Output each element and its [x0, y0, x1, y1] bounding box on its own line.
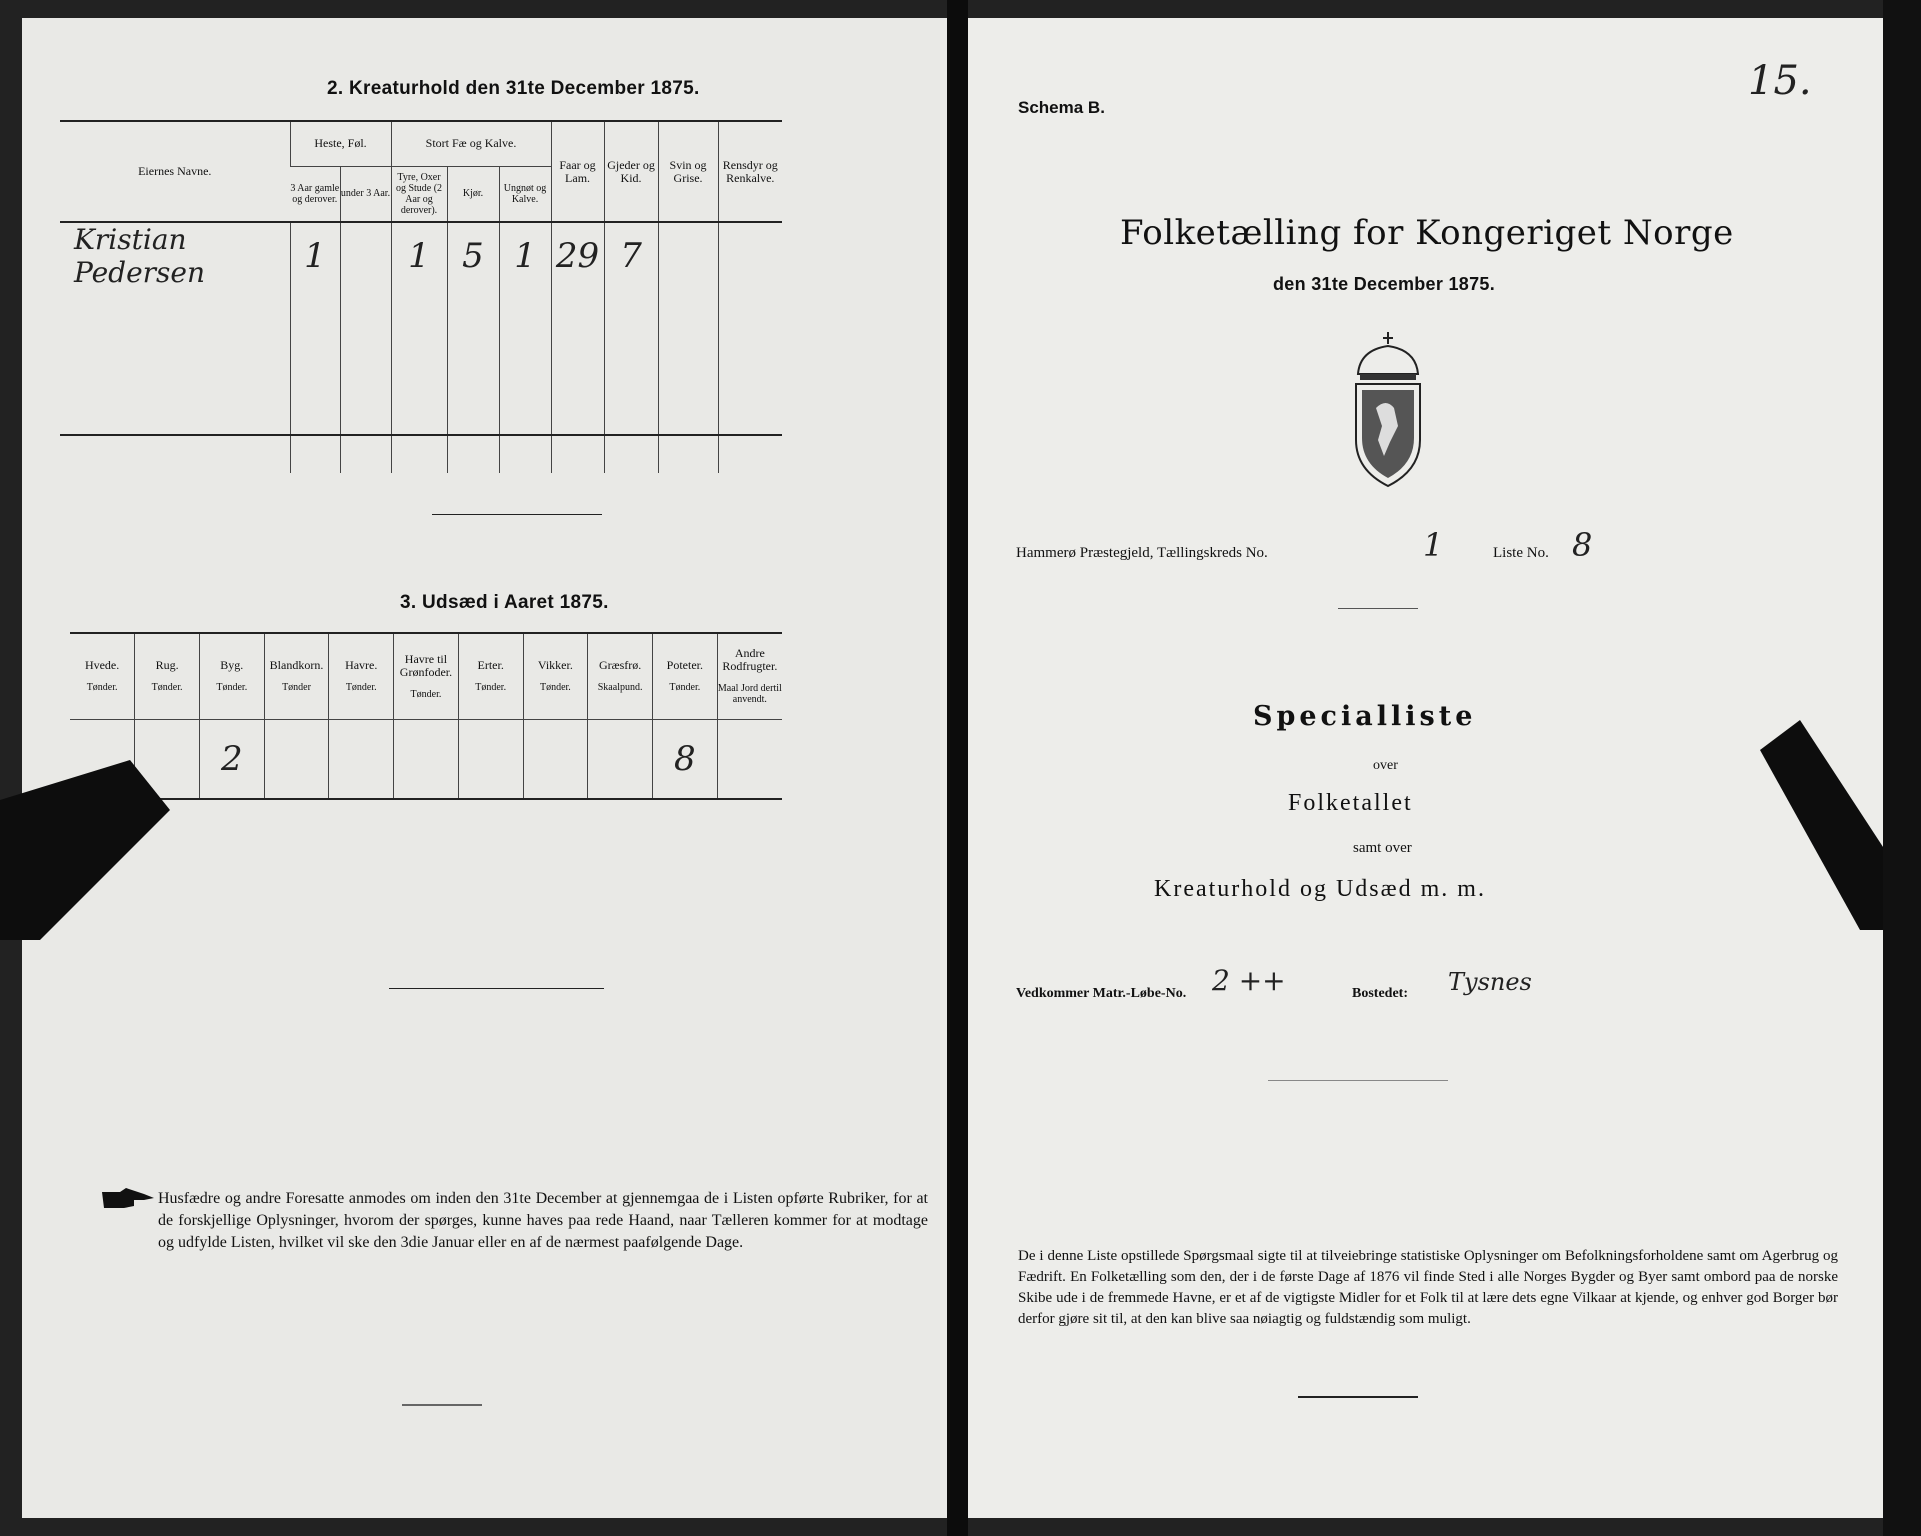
- svin-cell: [658, 222, 718, 289]
- udsaed-value-cell: [717, 719, 782, 798]
- liste-number: 8: [1572, 526, 1593, 564]
- udsaed-col-name: Havre til Grønfoder.: [399, 651, 453, 679]
- pointing-hand-icon: [100, 1186, 156, 1214]
- gjeder-cell: 7: [604, 222, 658, 289]
- udsaed-col-unit: Tønder.: [475, 682, 507, 694]
- col-storfe-c-header: Ungnøt og Kalve.: [499, 166, 551, 222]
- matr-label: Vedkommer Matr.-Løbe-No.: [1016, 986, 1187, 1001]
- footer-mark: [402, 1404, 482, 1406]
- owner-name-cell: Kristian Pedersen: [74, 223, 206, 289]
- district-number: 1: [1423, 526, 1444, 564]
- col-storfe-a-header: Tyre, Oxer og Stude (2 Aar og derover).: [391, 166, 447, 222]
- udsaed-col-header: [458, 634, 523, 719]
- heste-a-cell: 1: [290, 222, 340, 289]
- udsaed-col-header: [199, 634, 264, 719]
- udsaed-col-unit: Tønder.: [539, 682, 571, 694]
- udsaed-col-unit: Tønder.: [86, 682, 118, 694]
- book-gutter: [947, 0, 968, 1536]
- table-row: [70, 719, 782, 798]
- udsaed-value-cell: 8: [652, 719, 717, 798]
- udsaed-value-cell: [523, 719, 588, 798]
- udsaed-col-unit: Tønder.: [669, 682, 701, 694]
- udsaed-col-name: Vikker.: [537, 658, 573, 673]
- liste-label: Liste No.: [1493, 545, 1549, 561]
- udsaed-col-header: [588, 634, 653, 719]
- udsaed-col-header: [394, 634, 459, 719]
- col-storfe-header: Stort Fæ og Kalve.: [391, 122, 551, 166]
- udsaed-value-cell: [588, 719, 653, 798]
- notice-text: Husfædre og andre Foresatte anmodes om inden den 31te December at gjennemgaa de i Listen opførte Rubriker, for at de forskjellige Oplysninger, hvorom der spørges, kunne haves paa rede Haand, naar Tælleren kommer for at modtage og udfylde Listen, hvilket vil ske den 3die Januar eller en af de nærmest paafølgende Dage.: [158, 1190, 928, 1251]
- udsaed-col-unit: Tønder.: [345, 682, 377, 694]
- udsaed-col-name: Rug.: [155, 658, 179, 673]
- udsaed-col-name: Byg.: [220, 658, 244, 673]
- schema-label: Schema B.: [1018, 98, 1105, 117]
- samt-over-text: samt over: [1353, 840, 1412, 856]
- udsaed-col-header: [135, 634, 200, 719]
- col-storfe-b-header: Kjør.: [447, 166, 499, 222]
- section-3-title: 3. Udsæd i Aaret 1875.: [400, 592, 609, 613]
- udsaed-value-cell: 2: [199, 719, 264, 798]
- udsaed-value-cell: [394, 719, 459, 798]
- bookmark-ribbon: [0, 760, 170, 940]
- col-faar-header: Faar og Lam.: [551, 122, 604, 222]
- udsaed-table: [70, 634, 782, 798]
- intro-paragraph: De i denne Liste opstillede Spørgsmaal sigte til at tilveiebringe statistiske Oplysninger om Befolkningsforholdene samt om Agerbrug og Fædrift. En Folketælling som den, der i de første Dage af 1876 vil finde Sted i alle Norges Bygder og Byer samt ombord paa de norske Skibe ude i de fremmede Havne, er et af de vigtigste Midler for et Folk til at lære dets egne Vilkaar at kjende, og enhver god Borger bør derfor gjøre sit til, at den kan blive saa nøiagtig og fuldstændig som muligt.: [1018, 1248, 1838, 1327]
- udsaed-col-header: [329, 634, 394, 719]
- udsaed-col-name: Blandkorn.: [269, 658, 324, 673]
- udsaed-col-name: Græsfrø.: [598, 658, 642, 673]
- udsaed-col-unit: Tønder.: [410, 688, 442, 700]
- date-line: den 31te December 1875.: [1273, 274, 1496, 294]
- udsaed-col-header: [264, 634, 329, 719]
- storfe-a-cell: 1: [391, 222, 447, 289]
- matr-value: 2 ++: [1212, 964, 1286, 997]
- kreaturhold-table: [60, 122, 782, 473]
- udsaed-col-name: Erter.: [477, 658, 504, 673]
- udsaed-col-unit: Tønder.: [216, 682, 248, 694]
- bookmark-ribbon: [1760, 720, 1885, 930]
- separator-line: [1268, 1080, 1448, 1081]
- storfe-c-cell: 1: [499, 222, 551, 289]
- coat-of-arms-icon: [1338, 330, 1438, 490]
- faar-cell: 29: [551, 222, 604, 289]
- separator-line: [432, 514, 602, 515]
- udsaed-col-name: Havre.: [345, 658, 378, 673]
- udsaed-value-cell: [264, 719, 329, 798]
- udsaed-value-cell: [458, 719, 523, 798]
- udsaed-col-unit: Tønder.: [151, 682, 183, 694]
- col-gjeder-header: Gjeder og Kid.: [604, 122, 658, 222]
- udsaed-col-unit: Skaalpund.: [597, 682, 643, 694]
- heste-b-cell: [340, 222, 391, 289]
- rensdyr-cell: [718, 222, 782, 289]
- col-owner-header: Eiernes Navne.: [138, 164, 212, 178]
- table-bottom-rule: [60, 434, 782, 436]
- district-label: Hammerø Præstegjeld, Tællingskreds No.: [1016, 545, 1268, 561]
- col-rensdyr-header: Rensdyr og Renkalve.: [718, 122, 782, 222]
- udsaed-col-unit: Tønder: [282, 682, 311, 694]
- over-text: over: [1373, 758, 1398, 773]
- specialliste-title: Specialliste: [1253, 701, 1477, 732]
- page-number: 15.: [1748, 58, 1812, 104]
- udsaed-col-header: [523, 634, 588, 719]
- section-2-title: 2. Kreaturhold den 31te December 1875.: [327, 78, 700, 99]
- main-title: Folketælling for Kongeriget Norge: [1120, 213, 1734, 253]
- udsaed-col-unit: Maal Jord dertil anvendt.: [717, 683, 782, 706]
- udsaed-value-cell: [329, 719, 394, 798]
- bosted-value: Tysnes: [1448, 968, 1532, 996]
- separator-line: [1338, 608, 1418, 609]
- table-row: [60, 222, 782, 289]
- table-row: [60, 289, 782, 473]
- footer-rule: [1298, 1396, 1418, 1398]
- udsaed-col-header: [717, 634, 782, 719]
- storfe-b-cell: 5: [447, 222, 499, 289]
- udsaed-bottom-rule: [70, 798, 782, 800]
- right-page: [968, 18, 1883, 1518]
- udsaed-col-name: Poteter.: [666, 658, 703, 673]
- folketallet-text: Folketallet: [1288, 790, 1413, 816]
- udsaed-col-header: [70, 634, 135, 719]
- udsaed-col-name: Hvede.: [84, 658, 120, 673]
- right-dark-edge: [1883, 0, 1921, 1536]
- separator-line: [389, 988, 604, 989]
- udsaed-col-name: Andre Rodfrugter.: [722, 646, 778, 674]
- col-heste-header: Heste, Føl.: [290, 122, 391, 166]
- kreaturhold-line: Kreaturhold og Udsæd m. m.: [1154, 876, 1486, 902]
- bosted-label: Bostedet:: [1352, 986, 1408, 1001]
- col-heste-a-header: 3 Aar gamle og derover.: [290, 182, 340, 205]
- col-heste-b-header: under 3 Aar.: [340, 166, 391, 222]
- udsaed-col-header: [652, 634, 717, 719]
- col-svin-header: Svin og Grise.: [658, 122, 718, 222]
